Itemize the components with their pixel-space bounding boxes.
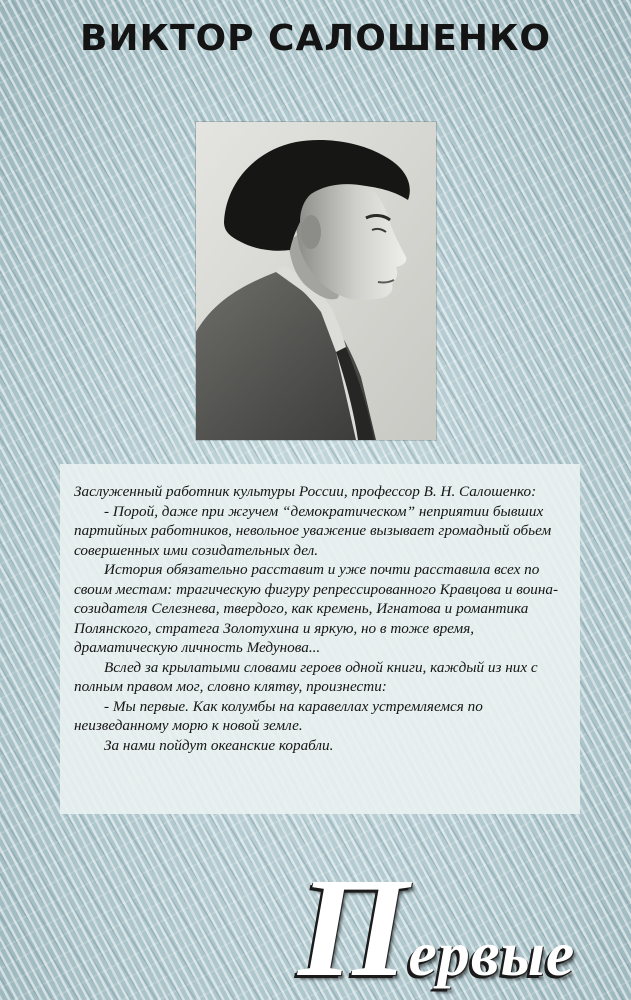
blurb-panel [60,464,580,814]
blurb-paragraph: Заслуженный работник культуры России, профессор В. Н. Салошенко: [74,483,537,500]
book-title-rest: ервые [408,918,576,989]
book-title [298,848,576,1000]
blurb-paragraph: - Мы первые. Как колумбы на каравеллах устремляемся по неизведанному морю к новой земле. [74,697,483,734]
blurb-paragraph: За нами пойдут океанские корабли. [104,736,334,754]
portrait-photo [196,122,436,440]
blurb-paragraph: - Порой, даже при жгучем “демократическом” неприятии бывших партийных работников, невольное уважение вызывает громадный обьем совершенных ими созидательных дел. [74,502,552,559]
author-portrait [196,122,436,440]
author-name: ВИКТОР САЛОШЕНКО [79,18,552,59]
book-title-initial: П [298,848,409,1000]
blurb-paragraph: История обязательно расставит и уже почти расставила всех по своим местам: трагическую фигуру репрессированного Кравцова и воина-созидателя Селезнева, твердого, как кремень, Игнатова и романтика Полянского, стратега Золотухина и яркую, но в тоже время, драматическую личность Медунова... [74,561,559,656]
blurb-paragraph: Вслед за крылатыми словами героев одной книги, каждый из них с полным правом мог, словно клятву, произнести: [74,658,538,695]
